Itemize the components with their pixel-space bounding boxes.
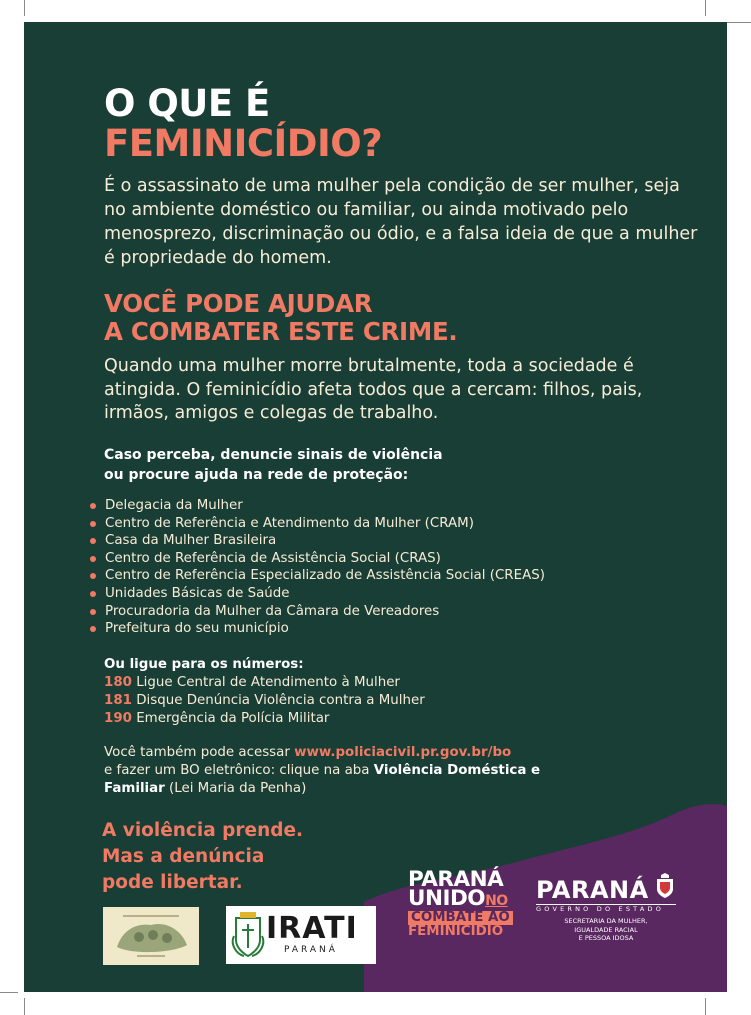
title-line-2: FEMINICÍDIO? (104, 122, 383, 165)
crop-mark (24, 998, 25, 1015)
campaign-line-2 (408, 886, 514, 911)
list-item (90, 497, 545, 515)
secretariat-name (536, 917, 676, 943)
list-item-label: Casa da Mulher Brasileira (105, 533, 277, 549)
protection-network-list (90, 497, 545, 638)
list-item-label: Unidades Básicas de Saúde (105, 585, 290, 601)
secretariat-line-1: SECRETARIA DA MULHER, (564, 917, 648, 925)
parana-government-logo (536, 877, 696, 943)
report-intro (104, 445, 443, 485)
online-report-text (104, 744, 574, 798)
parana-crest-icon (654, 873, 676, 899)
irati-subtitle: PARANÁ (284, 945, 338, 955)
phone-number: 190 (104, 711, 132, 726)
gov-wordmark: PARANÁ (536, 876, 649, 904)
title-line-1: O QUE É (104, 82, 270, 125)
slogan-line-1: A violência prende. (102, 820, 304, 841)
list-item (90, 603, 545, 621)
campaign-line-3 (408, 911, 514, 925)
phone-row (104, 692, 425, 710)
campaign-unido: UNIDO (408, 886, 486, 911)
help-heading (104, 290, 457, 346)
council-emblem-icon (103, 907, 199, 965)
secretariat-line-2: IGUALDADE RACIAL (574, 925, 638, 934)
phone-number: 180 (104, 675, 132, 690)
campaign-no: NO (485, 893, 508, 909)
help-text: Quando uma mulher morre brutalmente, toda a sociedade é atingida. O feminicídio afeta todos que a cercam: filhos, pais, irmãos, amigos e colegas de trabalho. (104, 356, 643, 423)
slogan-line-3: pode libertar. (102, 872, 243, 893)
bullet-icon (90, 609, 96, 615)
list-item (90, 620, 545, 638)
list-item (90, 532, 545, 550)
list-item-label: Prefeitura do seu município (105, 621, 289, 637)
list-item-label: Centro de Referência e Atendimento da Mulher (CRAM) (105, 515, 474, 531)
list-item-label: Procuradoria da Mulher da Câmara de Vereadores (105, 603, 440, 619)
police-url-link[interactable]: www.policiacivil.pr.gov.br/bo (294, 745, 512, 760)
page-title (104, 84, 382, 164)
online-report-text-2: e fazer um BO eletrônico: clique na aba (104, 763, 374, 778)
gov-subtitle: GOVERNO DO ESTADO (536, 904, 676, 914)
campaign-combate: COMBATE AO (408, 911, 513, 925)
help-heading-line-1: VOCÊ PODE AJUDAR (104, 289, 373, 318)
crop-mark (24, 0, 25, 16)
bullet-icon (90, 591, 96, 597)
irati-wordmark: IRATI (266, 911, 358, 946)
campaign-line-1: PARANÁ (408, 867, 504, 892)
phone-row (104, 674, 425, 692)
phone-numbers (104, 656, 425, 728)
irati-coat-of-arms-icon (230, 910, 266, 960)
crop-mark (705, 0, 706, 16)
bullet-icon (90, 573, 96, 579)
bullet-icon (90, 538, 96, 544)
online-report-text-1: Você também pode acessar (104, 745, 295, 760)
slogan (102, 818, 303, 896)
online-report-tab: Violência Doméstica e Familiar (104, 763, 541, 796)
help-heading-line-2: A COMBATER ESTE CRIME. (104, 317, 458, 346)
crop-mark (0, 992, 18, 993)
irati-logo (226, 906, 376, 964)
phone-number: 181 (104, 693, 132, 708)
list-item (90, 567, 545, 585)
definition-text: É o assassinato de uma mulher pela condição de ser mulher, seja no ambiente doméstico ou familiar, ou ainda motivado pelo menosprezo, discriminação ou ódio, e a falsa ideia de que a mulher é propriedade do homem. (104, 176, 698, 268)
phones-title: Ou ligue para os números: (104, 657, 304, 672)
municipal-council-logo (103, 907, 199, 965)
report-intro-line-2: ou procure ajuda na rede de proteção: (104, 467, 409, 483)
bullet-icon (90, 503, 96, 509)
campaign-line-4: FEMINICÍDIO (408, 924, 504, 939)
phone-row (104, 710, 425, 728)
flyer-page (24, 22, 727, 992)
list-item-label: Centro de Referência de Assistência Social (CRAS) (105, 550, 441, 566)
online-report-text-3: (Lei Maria da Penha) (164, 781, 307, 796)
list-item-label: Delegacia da Mulher (105, 498, 243, 513)
phone-label: Emergência da Polícia Militar (136, 711, 330, 726)
crop-mark (705, 998, 706, 1015)
list-item (90, 585, 545, 603)
bullet-icon (90, 556, 96, 562)
phone-label: Ligue Central de Atendimento à Mulher (136, 675, 400, 690)
bullet-icon (90, 626, 96, 632)
secretariat-line-3: E PESSOA IDOSA (578, 934, 634, 942)
bullet-icon (90, 521, 96, 527)
phone-label: Disque Denúncia Violência contra a Mulher (136, 693, 425, 708)
list-item (90, 515, 545, 533)
slogan-line-2: Mas a denúncia (102, 846, 265, 867)
list-item (90, 550, 545, 568)
list-item-label: Centro de Referência Especializado de Assistência Social (CREAS) (105, 568, 545, 584)
report-intro-line-1: Caso perceba, denuncie sinais de violência (104, 447, 443, 463)
parana-unido-campaign-logo (408, 867, 514, 939)
crop-mark (727, 22, 751, 23)
